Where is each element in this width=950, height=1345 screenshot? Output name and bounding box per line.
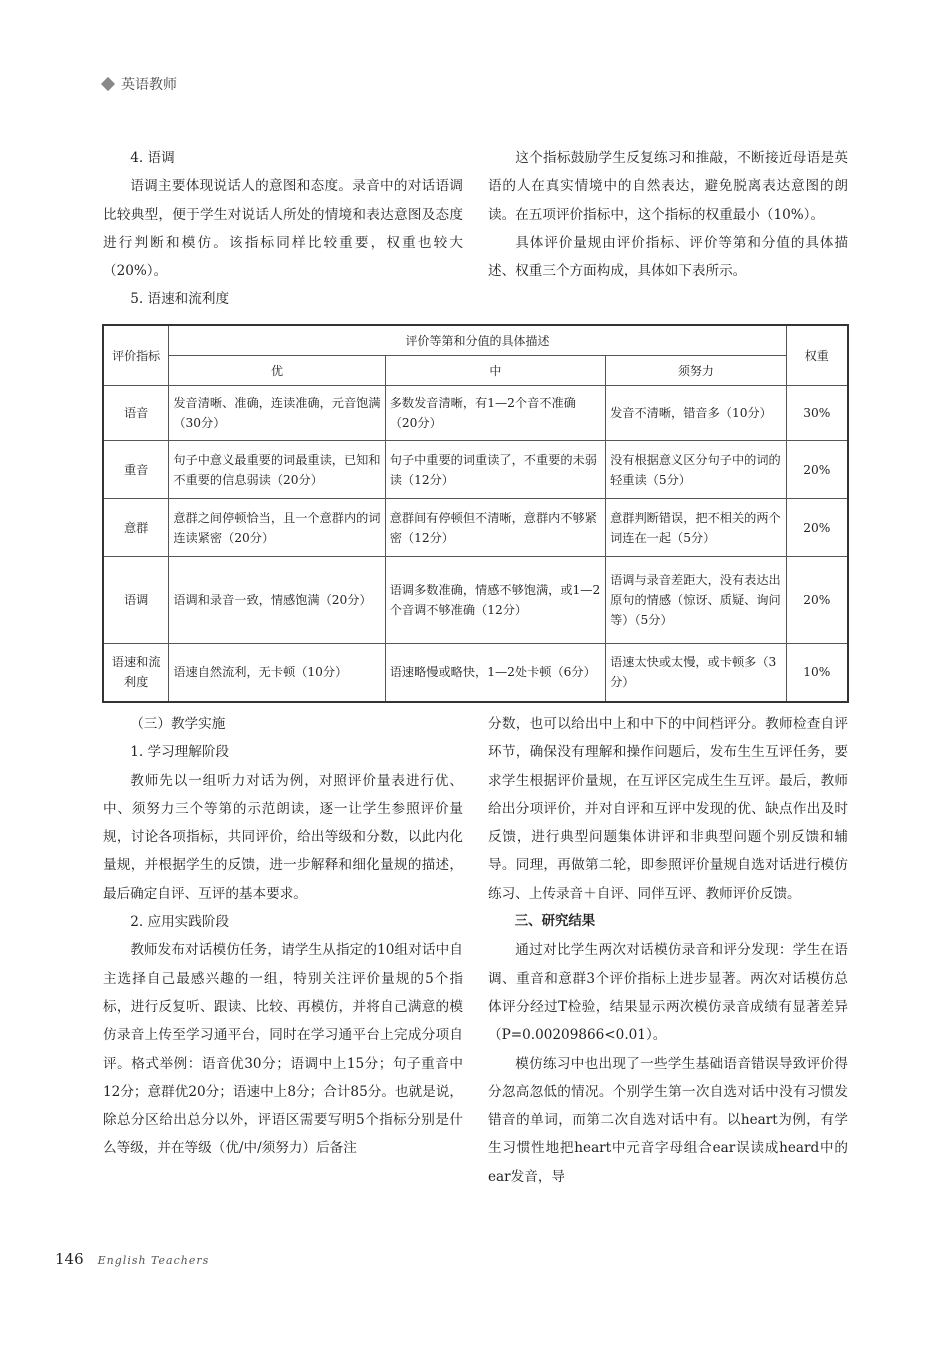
paragraph: 模仿练习中也出现了一些学生基础语音错误导致评价得分忽高忽低的情况。个别学生第一次自选对话中没有习惯发错音的单词，而第二次自选对话中有。以heart为例，有学生习惯性地把heart中元音字母组合ear误读成heard中的ear发音，导	[488, 1055, 848, 1185]
journal-title: 英语教师	[121, 77, 177, 93]
table-row	[103, 557, 848, 644]
paragraph: 通过对比学生两次对话模仿录音和评分发现：学生在语调、重音和意群3个评价指标上进步显著。两次对话模仿总体评分经过T检验，结果显示两次模仿录音成绩有显著差异（P=0.00209866<0.01）。	[488, 942, 848, 1044]
cell-weight: 20%	[786, 557, 848, 644]
paragraph: 分数，也可以给出中上和中下的中间档评分。教师检查自评环节，确保没有理解和操作问题后，发布生生互评任务，要求学生根据评价量规，在互评区完成生生互评。最后，教师给出分项评价，并对自评和互评中发现的优、缺点作出及时反馈，进行典型问题集体讲评和非典型问题个别反馈和辅导。同理，再做第二轮，即参照评价量规自选对话进行模仿练习、上传录音＋自评、同伴互评、教师评价反馈。	[488, 716, 848, 902]
right-column-top	[488, 144, 848, 285]
paragraph: 教师发布对话模仿任务，请学生从指定的10组对话中自主选择自己最感兴趣的一组，特别关注评价量规的5个指标，进行反复听、跟读、比较、再模仿，并将自己满意的模仿录音上传至学习通平台，同时在学习通平台上完成分项自评。格式举例：语音优30分；语调中上15分；句子重音中12分；意群优20分；语速中上8分；合计85分。也就是说，除总分区给出总分以外，评语区需要写明5个指标分别是什么等级，并在等级（优/中/须努力）后备注	[103, 942, 463, 1157]
cell-mid: 语调多数准确，情感不够饱满，或1—2个音调不够准确（12分）	[385, 557, 605, 644]
right-column-bottom	[488, 710, 848, 1191]
paragraph: 教师先以一组听力对话为例，对照评价量表进行优、中、须努力三个等第的示范朗读，逐一让学生参照评价量规，讨论各项指标，共同评价，给出等级和分数，以此内化量规，并根据学生的反馈，进一步解释和细化量规的描述，最后确定自评、互评的基本要求。	[103, 772, 463, 902]
cell-good: 意群之间停顿恰当，且一个意群内的词连读紧密（20分）	[169, 499, 385, 557]
paragraph: 具体评价量规由评价指标、评价等第和分值的具体描述、权重三个方面构成，具体如下表所示。	[488, 234, 848, 280]
left-column-bottom	[103, 710, 463, 1163]
cell-good: 句子中意义最重要的词最重读，已知和不重要的信息弱读（20分）	[169, 441, 385, 499]
diamond-icon	[101, 77, 115, 91]
cell-weight: 10%	[786, 644, 848, 702]
header-index: 评价指标	[103, 325, 169, 386]
header-weight: 权重	[786, 325, 848, 386]
cell-poor: 发音不清晰，错音多（10分）	[606, 386, 787, 441]
cell-weight: 30%	[786, 386, 848, 441]
cell-weight: 20%	[786, 499, 848, 557]
cell-name: 意群	[103, 499, 169, 557]
table-row	[103, 644, 848, 702]
cell-mid: 多数发音清晰，有1—2个音不准确（20分）	[385, 386, 605, 441]
rubric-table	[102, 324, 849, 703]
page-footer	[55, 1250, 209, 1268]
table-row	[103, 441, 848, 499]
journal-english-name: English Teachers	[97, 1254, 210, 1267]
cell-mid: 句子中重要的词重读了，不重要的未弱读（12分）	[385, 441, 605, 499]
cell-name: 语音	[103, 386, 169, 441]
cell-name: 重音	[103, 441, 169, 499]
running-header	[103, 74, 177, 94]
cell-poor: 语调与录音差距大，没有表达出原句的情感（惊讶、质疑、询问等）（5分）	[606, 557, 787, 644]
paragraph: 5. 语速和流利度	[130, 291, 230, 308]
cell-poor: 语速太快或太慢，或卡顿多（3分）	[606, 644, 787, 702]
table-row	[103, 386, 848, 441]
cell-poor: 意群判断错误，把不相关的两个词连在一起（5分）	[606, 499, 787, 557]
header-poor: 须努力	[606, 356, 787, 386]
cell-weight: 20%	[786, 441, 848, 499]
cell-good: 语速自然流利，无卡顿（10分）	[169, 644, 385, 702]
left-column-top	[103, 144, 463, 314]
page-number: 146	[55, 1250, 84, 1268]
header-description: 评价等第和分值的具体描述	[169, 325, 786, 356]
cell-mid: 语速略慢或略快，1—2处卡顿（6分）	[385, 644, 605, 702]
paragraph: 1. 学习理解阶段	[130, 744, 230, 761]
cell-name: 语速和流利度	[103, 644, 169, 702]
cell-poor: 没有根据意义区分句子中的词的轻重读（5分）	[606, 441, 787, 499]
header-good: 优	[169, 356, 385, 386]
paragraph: （三）教学实施	[130, 716, 226, 732]
paragraph: 语调主要体现说话人的意图和态度。录音中的对话语调比较典型，便于学生对说话人所处的情境和表达意图及态度进行判断和模仿。该指标同样比较重要，权重也较大（20%）。	[103, 178, 463, 280]
paragraph: 2. 应用实践阶段	[130, 914, 230, 931]
paragraph: 三、研究结果	[514, 914, 596, 930]
cell-good: 语调和录音一致，情感饱满（20分）	[169, 557, 385, 644]
cell-good: 发音清晰、准确，连读准确，元音饱满（30分）	[169, 386, 385, 441]
cell-name: 语调	[103, 557, 169, 644]
paragraph: 4. 语调	[130, 150, 175, 166]
paragraph: 这个指标鼓励学生反复练习和推敲，不断接近母语是英语的人在真实情境中的自然表达，避免脱离表达意图的朗读。在五项评价指标中，这个指标的权重最小（10%）。	[488, 150, 848, 223]
cell-mid: 意群间有停顿但不清晰，意群内不够紧密（12分）	[385, 499, 605, 557]
header-mid: 中	[385, 356, 605, 386]
table-row	[103, 499, 848, 557]
